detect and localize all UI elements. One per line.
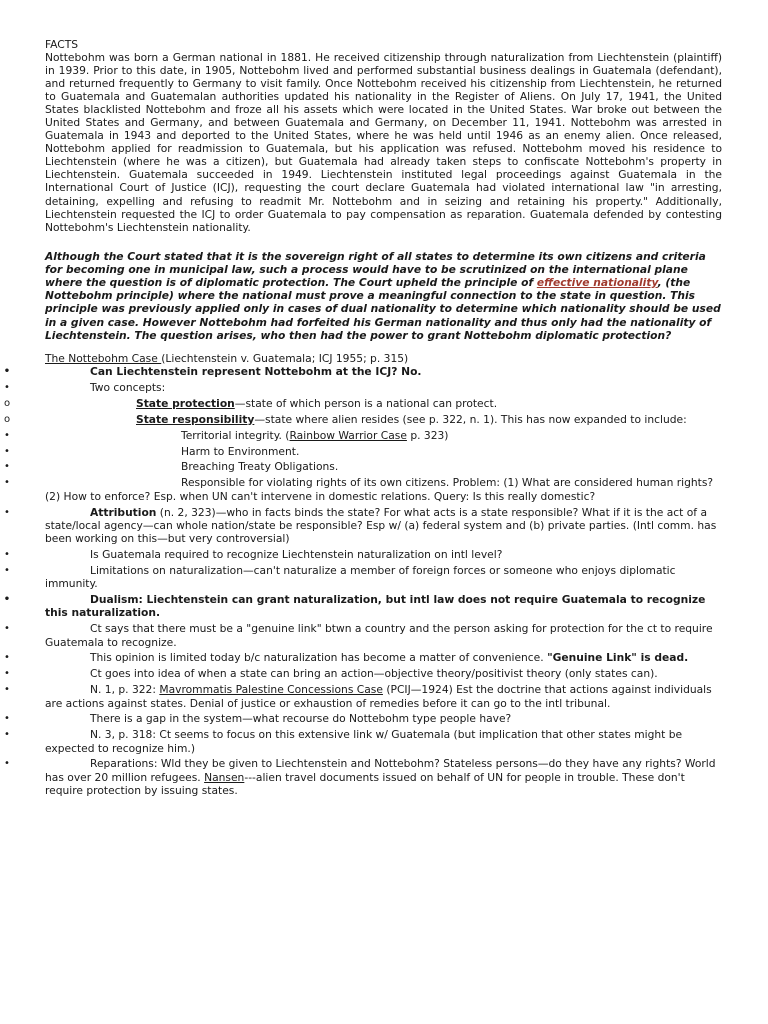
- list-item: [3, 412, 722, 426]
- case-title: The Nottebohm Case: [45, 352, 162, 366]
- bullet-marker: •: [4, 548, 10, 560]
- note-text: There is a gap in the system—what recourse do Nottebohm type people have?: [90, 712, 512, 726]
- circle-marker: o: [3, 413, 11, 425]
- note-text: Harm to Environment.: [181, 444, 300, 458]
- note-text: Is Guatemala required to recognize Liechtenstein naturalization on intl level?: [90, 547, 503, 561]
- list-item: [4, 444, 722, 458]
- list-item: [4, 380, 722, 394]
- note-text: Ct goes into idea of when a state can bring an action—objective theory/positivist theory (only states can).: [90, 667, 658, 681]
- nansen-link: Nansen: [204, 770, 245, 784]
- bullet-marker: •: [4, 623, 10, 635]
- effective-nationality-link[interactable]: effective nationality: [536, 276, 658, 290]
- bullet-marker: •: [3, 366, 11, 378]
- note-text: Reparations: Wld they be given to Liechtenstein and Nottebohm? Stateless persons—do they have any rights? World has over 20 million refugees.: [45, 757, 716, 784]
- list-item: [4, 547, 722, 561]
- state-protection-term: State protection: [136, 396, 235, 410]
- attribution-term: Attribution: [90, 505, 157, 519]
- case-citation: (Liechtenstein v. Guatemala; ICJ 1955; p. 315): [161, 352, 409, 366]
- bullet-marker: •: [4, 652, 10, 664]
- bullet-marker: •: [4, 713, 10, 725]
- list-item: [4, 428, 722, 442]
- bullet-marker: •: [3, 594, 11, 606]
- bullet-marker: •: [4, 564, 10, 576]
- note-text: Responsible for violating rights of its own citizens. Problem: (1) What are considered human rights? (2) How to enforce? Esp. when UN can't intervene in domestic relations. Query: Is this really domestic?: [45, 476, 714, 503]
- note-text: ---alien travel documents issued on behalf of UN for people in trouble. These don't require protection by issuing states.: [45, 770, 685, 798]
- bullet-marker: •: [4, 429, 10, 441]
- note-text: —state of which person is a national can protect.: [234, 396, 498, 410]
- list-item: [4, 712, 722, 726]
- note-text: Breaching Treaty Obligations.: [181, 460, 339, 474]
- bullet-marker: •: [4, 477, 10, 489]
- note-text: p. 323): [406, 428, 449, 442]
- mavrommatis-case-link: Mavrommatis Palestine Concessions Case: [159, 683, 383, 697]
- list-item: [3, 396, 722, 410]
- notes-list: [3, 365, 722, 798]
- note-text: Can Liechtenstein represent Nottebohm at the ICJ? No.: [90, 365, 422, 379]
- note-text: (PCIJ—1924) Est the doctrine that actions against individuals are actions against states. Denial of justice or exhaustion of remedies before it can go to the intl tribunal.: [45, 683, 712, 710]
- holding-text-after: , (the Nottebohm principle) where the national must prove a meaningful connection to the state in question. This principle was previously applied only in cases of dual nationality to determine which nationality should be used in a given case. However Nottebohm had forfeited his German nationality and thus only had the nationality of Liechtenstein. The question arises, who then had the power to grant Nottebohm diplomatic protection?: [45, 276, 721, 342]
- facts-paragraph: Nottebohm was born a German national in 1881. He received citizenship through naturalization from Liechtenstein (plaintiff) in 1939. Prior to this date, in 1905, Nottebohm lived and performed substantial business dealings in Guatemala (defendant), and returned frequently to Germany to visit family. Once Nottebohm received his citizenship from Liechtenstein, he returned to Guatemala and Guatemalan authorities updated his nationality in the Register of Aliens. On July 17, 1941, the United States blacklisted Nottebohm and froze all his assets which were located in the United States. War broke out between the United States and Germany, and between Guatemala and Germany, on December 11, 1941. Nottebohm was arrested in Guatemala in 1943 and deported to the United States, where he was held until 1946 as an enemy alien. Once released, Nottebohm applied for readmission to Guatemala, but his application was refused. Nottebohm moved his residence to Liechtenstein (where he was a citizen), but Guatemala had already taken steps to confiscate Nottebohm's property in Liechtenstein. Guatemala succeeded in 1949. Liechtenstein instituted legal proceedings against Guatemala in the International Court of Justice (ICJ), requesting the court declare Guatemala had violated international law "in arresting, detaining, expelling and refusing to readmit Mr. Nottebohm and in seizing and retaining his property." Additionally, Liechtenstein requested the ICJ to order Guatemala to pay compensation as reparation. Guatemala defended by contesting Nottebohm's Liechtenstein nationality.: [45, 51, 722, 234]
- list-item: [4, 757, 722, 798]
- list-item: [3, 365, 722, 379]
- list-item: [4, 460, 722, 474]
- facts-heading: FACTS: [45, 38, 79, 51]
- note-text: (n. 2, 323)—who in facts binds the state? For what acts is a state responsible? What if it is the act of a state/local agency—can whole nation/state be responsible? Esp w/ (a) federal system and (b) private parties. (Intl comm. has been working on this—but very controversial): [45, 505, 717, 546]
- list-item: [4, 622, 722, 649]
- bullet-marker: •: [4, 729, 10, 741]
- holding-paragraph: [45, 250, 722, 342]
- state-responsibility-term: State responsibility: [136, 412, 255, 426]
- list-item: [4, 651, 722, 665]
- list-item: [3, 593, 722, 620]
- bullet-marker: •: [4, 461, 10, 473]
- note-text: Ct says that there must be a "genuine link" btwn a country and the person asking for protection for the ct to require Guatemala to recognize.: [45, 622, 713, 649]
- bullet-marker: •: [4, 684, 10, 696]
- list-item: [4, 505, 722, 546]
- rainbow-warrior-case-link: Rainbow Warrior Case: [289, 428, 407, 442]
- note-text: This opinion is limited today b/c naturalization has become a matter of convenience.: [90, 651, 548, 665]
- bullet-marker: •: [4, 506, 10, 518]
- note-text: Limitations on naturalization—can't naturalize a member of foreign forces or someone who enjoys diplomatic immunity.: [45, 563, 676, 591]
- note-text: N. 1, p. 322:: [90, 683, 160, 697]
- bullet-marker: •: [4, 758, 10, 770]
- note-text: N. 3, p. 318: Ct seems to focus on this extensive link w/ Guatemala (but implication that other states might be expected to recognize him.): [45, 728, 683, 755]
- bullet-marker: •: [4, 381, 10, 393]
- circle-marker: o: [3, 397, 11, 409]
- case-heading: [45, 352, 722, 365]
- document-page: [3, 38, 722, 800]
- list-item: [4, 476, 722, 503]
- list-item: [4, 667, 722, 681]
- bullet-marker: •: [4, 668, 10, 680]
- note-text: Territorial integrity. (: [181, 428, 290, 442]
- holding-text-before: Although the Court stated that it is the sovereign right of all states to determine its own citizens and criteria for becoming one in municipal law, such a process would have to be scrutinized on the international plane where the question is of diplomatic protection. The Court upheld the principle of: [45, 249, 706, 290]
- list-item: [4, 683, 722, 710]
- bullet-marker: •: [4, 445, 10, 457]
- genuine-link-dead: "Genuine Link" is dead.: [547, 651, 689, 665]
- note-text: —state where alien resides (see p. 322, n. 1). This has now expanded to include:: [254, 412, 687, 426]
- note-text: Dualism: Liechtenstein can grant naturalization, but intl law does not require Guatemala to recognize this naturalization.: [45, 593, 706, 620]
- note-text: Two concepts:: [90, 380, 166, 394]
- list-item: [4, 563, 722, 591]
- list-item: [4, 728, 722, 755]
